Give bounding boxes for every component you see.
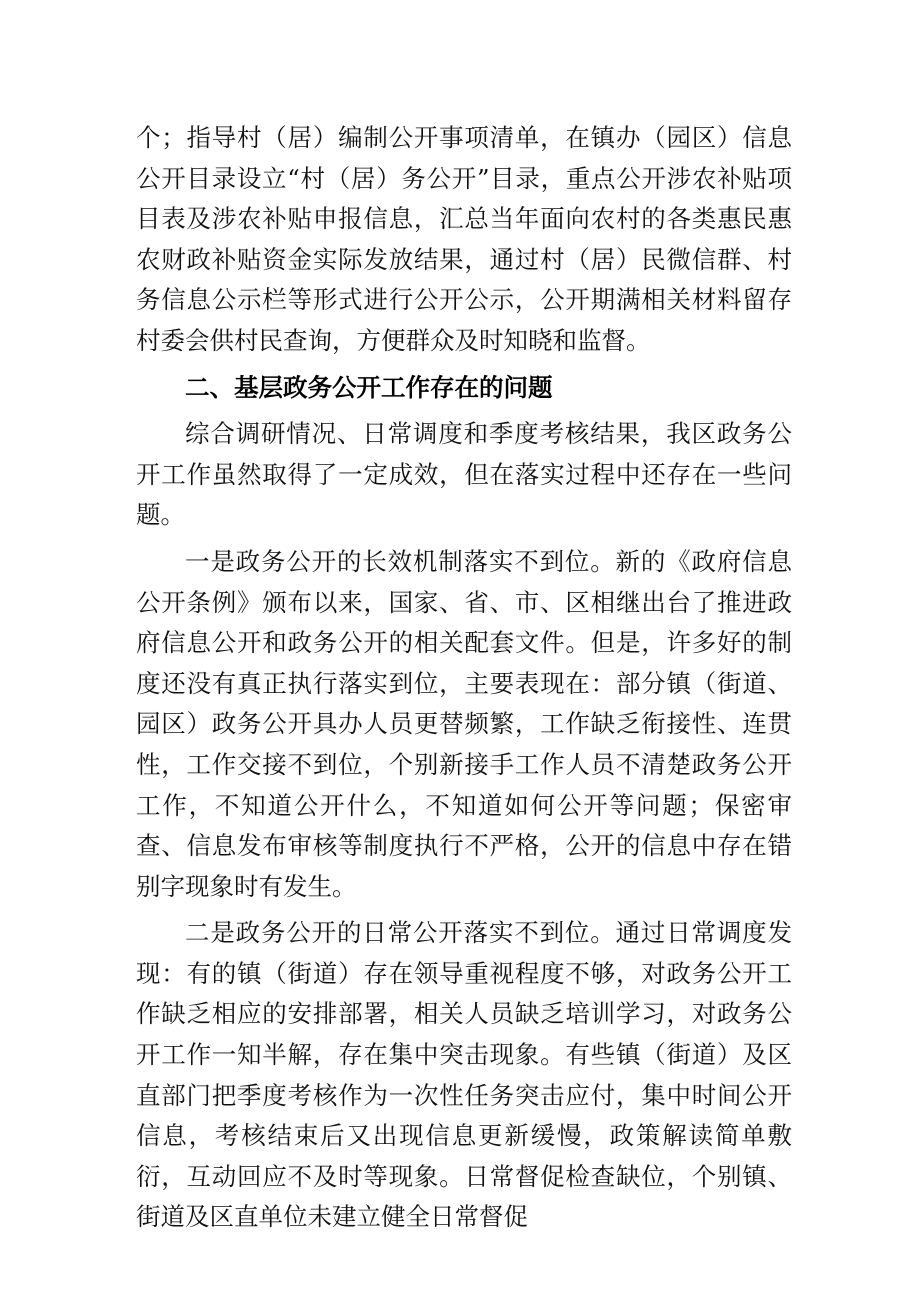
paragraph-overview: 综合调研情况、日常调度和季度考核结果，我区政务公开工作虽然取得了一定成效，但在落实过程中还存在一些问题。 [136,419,792,530]
paragraph-long-term-mechanism: 一是政务公开的长效机制落实不到位。新的《政府信息公开条例》颁布以来，国家、省、市、区相继出台了推进政府信息公开和政务公开的相关配套文件。但是，许多好的制度还没有真正执行落实到位，主要表现在：部分镇（街道、园区）政务公开具办人员更替频繁，工作缺乏衔接性、连贯性，工作交接不到位，个别新接手工作人员不清楚政务公开工作，不知道公开什么，不知道如何公开等问题；保密审查、信息发布审核等制度执行不严格，公开的信息中存在错别字现象时有发生。 [136,546,792,901]
document-page [136,118,792,1238]
paragraph-village-disclosure: 个；指导村（居）编制公开事项清单，在镇办（园区）信息公开目录设立“村（居）务公开”目录，重点公开涉农补贴项目表及涉农补贴申报信息，汇总当年面向农村的各类惠民惠农财政补贴资金实际发放结果，通过村（居）民微信群、村务信息公示栏等形式进行公开公示，公开期满相关材料留存村委会供村民查询，方便群众及时知晓和监督。 [136,123,792,355]
section-heading-problems: 二、基层政务公开工作存在的问题 [185,372,553,402]
paragraph-daily-disclosure: 二是政务公开的日常公开落实不到位。通过日常调度发现：有的镇（街道）存在领导重视程度不够，对政务公开工作缺乏相应的安排部署，相关人员缺乏培训学习，对政务公开工作一知半解，存在集中突击现象。有些镇（街道）及区直部门把季度考核作为一次性任务突击应付，集中时间公开信息，考核结束后又出现信息更新缓慢，政策解读简单敷衍，互动回应不及时等现象。日常督促检查缺位，个别镇、街道及区直单位未建立健全日常督促 [136,918,792,1232]
